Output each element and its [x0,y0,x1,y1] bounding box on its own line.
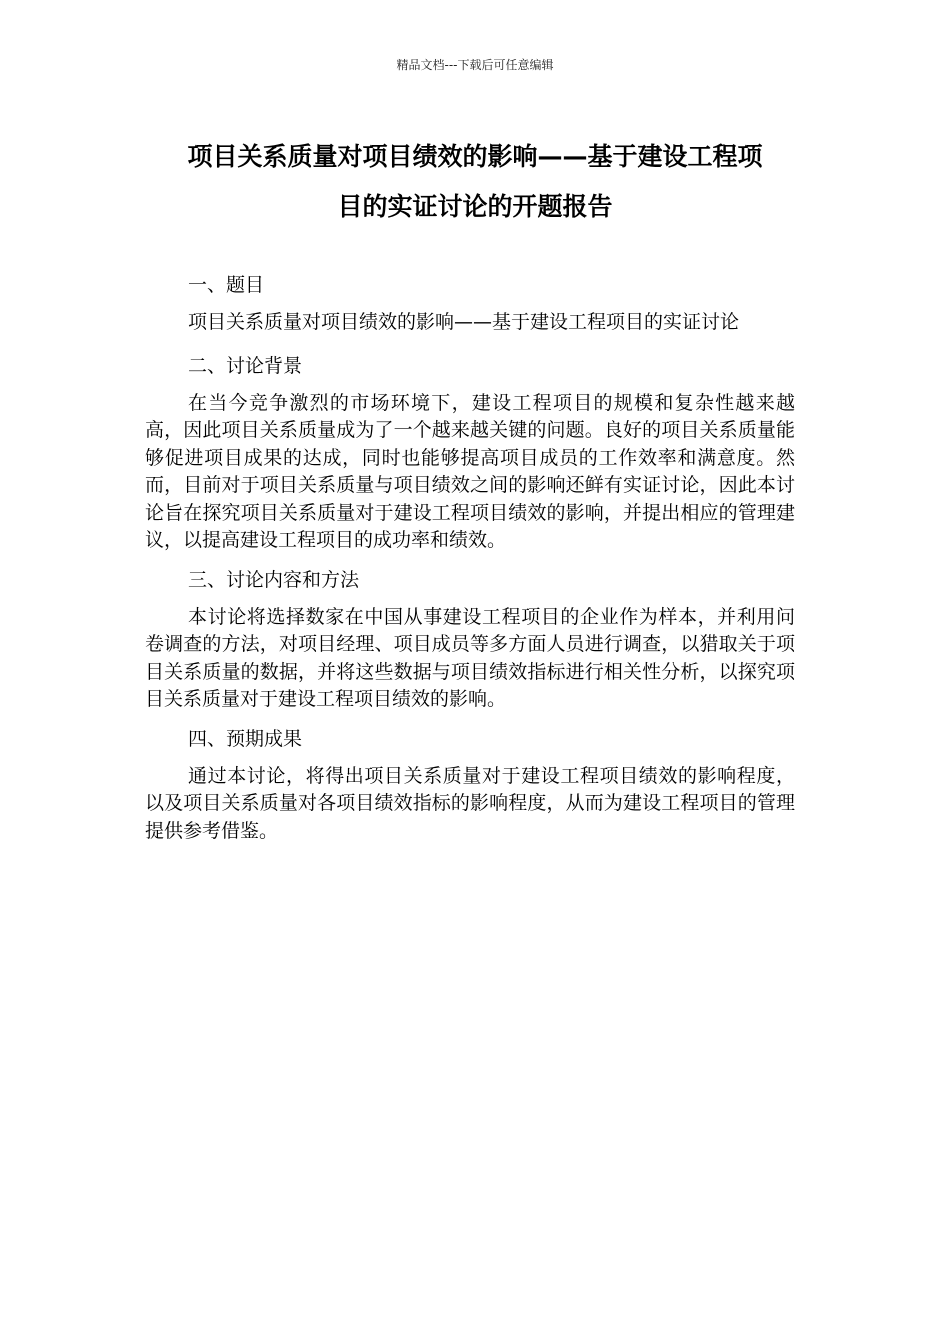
document-body [145,268,795,853]
section-heading-content-methods: 三、讨论内容和方法 [188,568,360,591]
section-body-content-methods: 本讨论将选择数家在中国从事建设工程项目的企业作为样本，并利用问卷调查的方法，对项目经理、项目成员等多方面人员进行调查，以猎取关于项目关系质量的数据，并将这些数据与项目绩效指标进行相关性分析，以探究项目关系质量对于建设工程项目绩效的影响。 [145,605,795,710]
section-body-expected-results: 通过本讨论，将得出项目关系质量对于建设工程项目绩效的影响程度，以及项目关系质量对各项目绩效指标的影响程度，从而为建设工程项目的管理提供参考借鉴。 [145,764,795,842]
title-line-1: 项目关系质量对项目绩效的影响——基于建设工程项 [187,142,763,171]
section-body-background: 在当今竞争激烈的市场环境下，建设工程项目的规模和复杂性越来越高，因此项目关系质量成为了一个越来越关键的问题。良好的项目关系质量能够促进项目成果的达成，同时也能够提高项目成员的工作效率和满意度。然而，目前对于项目关系质量与项目绩效之间的影响还鲜有实证讨论，因此本讨论旨在探究项目关系质量对于建设工程项目绩效的影响，并提出相应的管理建议，以提高建设工程项目的成功率和绩效。 [145,391,795,551]
header-note: 精品文档---下载后可任意编辑 [396,58,554,72]
section-body-topic: 项目关系质量对项目绩效的影响——基于建设工程项目的实证讨论 [188,311,740,333]
section-heading-expected-results: 四、预期成果 [188,727,303,750]
section-heading-topic: 一、题目 [188,274,265,296]
section-heading-background: 二、讨论背景 [188,354,303,377]
title-line-2: 目的实证讨论的开题报告 [337,192,613,221]
document-title [140,132,810,232]
